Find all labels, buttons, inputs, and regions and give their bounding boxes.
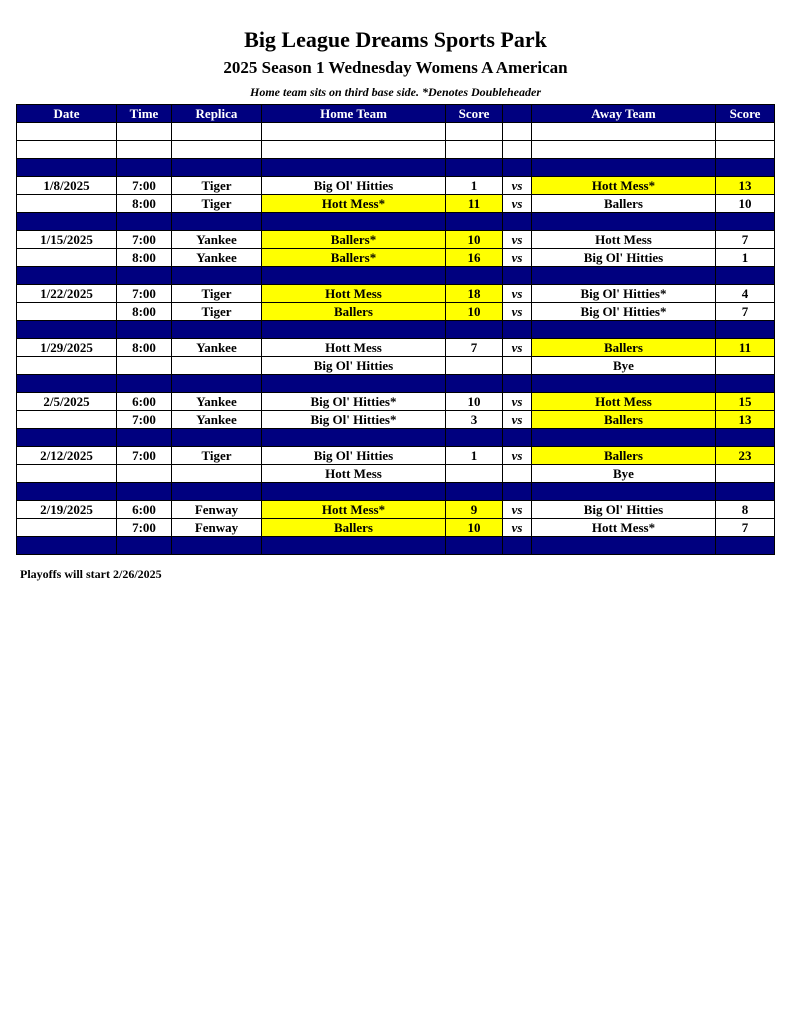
home-team-cell xyxy=(262,159,446,177)
home-team-cell: Hott Mess* xyxy=(262,501,446,519)
date-cell xyxy=(17,321,117,339)
away-score-cell xyxy=(716,357,775,375)
date-cell xyxy=(17,159,117,177)
table-row xyxy=(17,303,775,321)
away-team-cell: Ballers xyxy=(532,447,716,465)
replica-cell: Yankee xyxy=(172,231,262,249)
away-score-cell: 7 xyxy=(716,231,775,249)
vs-cell: vs xyxy=(503,411,532,429)
vs-cell: vs xyxy=(503,519,532,537)
table-row xyxy=(17,447,775,465)
column-header-home-score: Score xyxy=(446,105,503,123)
home-score-cell: 1 xyxy=(446,177,503,195)
away-score-cell xyxy=(716,375,775,393)
away-score-cell: 7 xyxy=(716,303,775,321)
home-team-cell xyxy=(262,375,446,393)
vs-cell xyxy=(503,375,532,393)
home-score-cell xyxy=(446,213,503,231)
home-team-cell: Hott Mess xyxy=(262,339,446,357)
time-cell: 6:00 xyxy=(117,393,172,411)
home-team-cell: Ballers* xyxy=(262,231,446,249)
away-team-cell xyxy=(532,159,716,177)
home-score-cell: 1 xyxy=(446,447,503,465)
home-score-cell xyxy=(446,159,503,177)
time-cell xyxy=(117,213,172,231)
separator-row xyxy=(17,267,775,285)
date-cell xyxy=(17,411,117,429)
home-team-cell: Ballers xyxy=(262,303,446,321)
vs-cell: vs xyxy=(503,195,532,213)
away-team-cell: Bye xyxy=(532,357,716,375)
home-score-cell xyxy=(446,141,503,159)
time-cell: 8:00 xyxy=(117,195,172,213)
vs-cell xyxy=(503,159,532,177)
date-cell xyxy=(17,429,117,447)
home-score-cell xyxy=(446,123,503,141)
separator-row xyxy=(17,429,775,447)
date-cell xyxy=(17,375,117,393)
replica-cell: Yankee xyxy=(172,249,262,267)
away-team-cell: Hott Mess xyxy=(532,231,716,249)
vs-cell xyxy=(503,141,532,159)
table-row xyxy=(17,393,775,411)
away-team-cell xyxy=(532,141,716,159)
time-cell: 7:00 xyxy=(117,519,172,537)
date-cell xyxy=(17,537,117,555)
date-cell xyxy=(17,141,117,159)
home-score-cell xyxy=(446,429,503,447)
separator-row xyxy=(17,321,775,339)
vs-cell xyxy=(503,537,532,555)
away-score-cell xyxy=(716,141,775,159)
time-cell xyxy=(117,465,172,483)
replica-cell: Yankee xyxy=(172,411,262,429)
home-team-cell: Ballers xyxy=(262,519,446,537)
away-score-cell: 13 xyxy=(716,177,775,195)
separator-row xyxy=(17,483,775,501)
replica-cell: Fenway xyxy=(172,519,262,537)
home-score-cell: 16 xyxy=(446,249,503,267)
time-cell xyxy=(117,321,172,339)
away-score-cell xyxy=(716,213,775,231)
home-score-cell: 11 xyxy=(446,195,503,213)
replica-cell xyxy=(172,267,262,285)
away-team-cell: Ballers xyxy=(532,411,716,429)
playoffs-note: Playoffs will start 2/26/2025 xyxy=(20,567,162,581)
table-row xyxy=(17,357,775,375)
away-score-cell: 7 xyxy=(716,519,775,537)
home-score-cell xyxy=(446,357,503,375)
home-score-cell: 10 xyxy=(446,303,503,321)
away-score-cell: 23 xyxy=(716,447,775,465)
page-subtitle: 2025 Season 1 Wednesday Womens A American xyxy=(223,58,568,77)
away-score-cell xyxy=(716,483,775,501)
vs-cell xyxy=(503,465,532,483)
home-score-cell: 10 xyxy=(446,519,503,537)
home-score-cell xyxy=(446,465,503,483)
home-team-cell xyxy=(262,267,446,285)
date-cell: 1/22/2025 xyxy=(17,285,117,303)
replica-cell xyxy=(172,123,262,141)
away-score-cell: 15 xyxy=(716,393,775,411)
away-score-cell xyxy=(716,537,775,555)
home-score-cell xyxy=(446,483,503,501)
away-score-cell xyxy=(716,159,775,177)
time-cell xyxy=(117,537,172,555)
away-team-cell: Big Ol' Hitties xyxy=(532,501,716,519)
vs-cell: vs xyxy=(503,249,532,267)
table-row xyxy=(17,465,775,483)
replica-cell: Yankee xyxy=(172,339,262,357)
column-header-date: Date xyxy=(17,105,117,123)
away-team-cell: Big Ol' Hitties* xyxy=(532,303,716,321)
away-score-cell xyxy=(716,123,775,141)
away-team-cell xyxy=(532,375,716,393)
date-cell xyxy=(17,267,117,285)
away-score-cell xyxy=(716,429,775,447)
time-cell xyxy=(117,123,172,141)
replica-cell xyxy=(172,465,262,483)
replica-cell: Tiger xyxy=(172,447,262,465)
home-score-cell xyxy=(446,321,503,339)
column-header-vs xyxy=(503,105,532,123)
time-cell xyxy=(117,159,172,177)
away-team-cell: Ballers xyxy=(532,195,716,213)
vs-cell xyxy=(503,213,532,231)
replica-cell: Tiger xyxy=(172,177,262,195)
date-cell: 2/19/2025 xyxy=(17,501,117,519)
column-header-away-score: Score xyxy=(716,105,775,123)
vs-cell: vs xyxy=(503,447,532,465)
replica-cell xyxy=(172,141,262,159)
away-score-cell xyxy=(716,321,775,339)
vs-cell xyxy=(503,123,532,141)
date-cell: 1/29/2025 xyxy=(17,339,117,357)
home-team-cell: Hott Mess xyxy=(262,465,446,483)
away-team-cell: Hott Mess* xyxy=(532,177,716,195)
home-team-cell xyxy=(262,123,446,141)
away-score-cell: 11 xyxy=(716,339,775,357)
column-header-away-team: Away Team xyxy=(532,105,716,123)
date-cell xyxy=(17,303,117,321)
home-score-cell: 10 xyxy=(446,393,503,411)
away-team-cell: Hott Mess xyxy=(532,393,716,411)
home-score-cell: 7 xyxy=(446,339,503,357)
table-row xyxy=(17,501,775,519)
home-team-cell xyxy=(262,429,446,447)
time-cell: 6:00 xyxy=(117,501,172,519)
away-score-cell: 1 xyxy=(716,249,775,267)
page-title: Big League Dreams Sports Park xyxy=(244,27,547,52)
away-team-cell xyxy=(532,213,716,231)
vs-cell: vs xyxy=(503,285,532,303)
vs-cell: vs xyxy=(503,501,532,519)
table-row xyxy=(17,249,775,267)
time-cell xyxy=(117,429,172,447)
home-team-cell: Ballers* xyxy=(262,249,446,267)
replica-cell: Yankee xyxy=(172,393,262,411)
time-cell xyxy=(117,357,172,375)
replica-cell xyxy=(172,483,262,501)
away-team-cell: Big Ol' Hitties* xyxy=(532,285,716,303)
date-cell: 1/8/2025 xyxy=(17,177,117,195)
column-header-time: Time xyxy=(117,105,172,123)
time-cell: 8:00 xyxy=(117,339,172,357)
vs-cell xyxy=(503,429,532,447)
replica-cell xyxy=(172,321,262,339)
vs-cell: vs xyxy=(503,231,532,249)
away-score-cell: 10 xyxy=(716,195,775,213)
away-team-cell: Big Ol' Hitties xyxy=(532,249,716,267)
away-score-cell: 8 xyxy=(716,501,775,519)
home-score-cell: 10 xyxy=(446,231,503,249)
time-cell: 8:00 xyxy=(117,249,172,267)
date-cell xyxy=(17,483,117,501)
vs-cell: vs xyxy=(503,177,532,195)
home-team-cell xyxy=(262,483,446,501)
vs-cell xyxy=(503,483,532,501)
away-score-cell: 13 xyxy=(716,411,775,429)
away-score-cell: 4 xyxy=(716,285,775,303)
home-team-cell xyxy=(262,213,446,231)
away-score-cell xyxy=(716,267,775,285)
date-cell xyxy=(17,213,117,231)
time-cell: 7:00 xyxy=(117,177,172,195)
schedule-table xyxy=(16,104,775,555)
table-row xyxy=(17,231,775,249)
away-team-cell xyxy=(532,429,716,447)
home-score-cell xyxy=(446,537,503,555)
vs-cell: vs xyxy=(503,393,532,411)
time-cell: 7:00 xyxy=(117,411,172,429)
vs-cell xyxy=(503,321,532,339)
away-score-cell xyxy=(716,465,775,483)
column-header-replica: Replica xyxy=(172,105,262,123)
time-cell xyxy=(117,483,172,501)
table-row xyxy=(17,519,775,537)
replica-cell xyxy=(172,357,262,375)
time-cell xyxy=(117,141,172,159)
replica-cell xyxy=(172,537,262,555)
table-row xyxy=(17,195,775,213)
away-team-cell xyxy=(532,123,716,141)
date-cell xyxy=(17,519,117,537)
date-cell: 2/5/2025 xyxy=(17,393,117,411)
away-team-cell xyxy=(532,483,716,501)
home-team-cell: Big Ol' Hitties xyxy=(262,357,446,375)
date-cell xyxy=(17,357,117,375)
replica-cell xyxy=(172,159,262,177)
vs-cell xyxy=(503,357,532,375)
home-score-cell xyxy=(446,375,503,393)
date-cell xyxy=(17,249,117,267)
home-team-cell: Big Ol' Hitties xyxy=(262,177,446,195)
away-team-cell: Bye xyxy=(532,465,716,483)
away-team-cell: Hott Mess* xyxy=(532,519,716,537)
replica-cell: Fenway xyxy=(172,501,262,519)
replica-cell xyxy=(172,213,262,231)
replica-cell xyxy=(172,375,262,393)
time-cell xyxy=(117,375,172,393)
home-team-cell: Hott Mess* xyxy=(262,195,446,213)
home-score-cell: 9 xyxy=(446,501,503,519)
blank-row xyxy=(17,141,775,159)
home-team-cell xyxy=(262,537,446,555)
home-score-cell xyxy=(446,267,503,285)
blank-row xyxy=(17,123,775,141)
date-cell: 1/15/2025 xyxy=(17,231,117,249)
table-row xyxy=(17,285,775,303)
replica-cell xyxy=(172,429,262,447)
away-team-cell: Ballers xyxy=(532,339,716,357)
time-cell: 7:00 xyxy=(117,285,172,303)
table-row xyxy=(17,339,775,357)
column-header-home-team: Home Team xyxy=(262,105,446,123)
date-cell xyxy=(17,195,117,213)
home-team-cell: Big Ol' Hitties* xyxy=(262,393,446,411)
home-team-cell xyxy=(262,141,446,159)
away-team-cell xyxy=(532,537,716,555)
time-cell: 7:00 xyxy=(117,231,172,249)
home-team-cell: Big Ol' Hitties* xyxy=(262,411,446,429)
table-header-row xyxy=(17,105,775,123)
separator-row xyxy=(17,159,775,177)
table-row xyxy=(17,411,775,429)
vs-cell: vs xyxy=(503,303,532,321)
schedule-note: Home team sits on third base side. *Denotes Doubleheader xyxy=(250,85,541,99)
table-row xyxy=(17,177,775,195)
home-team-cell: Big Ol' Hitties xyxy=(262,447,446,465)
time-cell: 7:00 xyxy=(117,447,172,465)
away-team-cell xyxy=(532,321,716,339)
home-team-cell xyxy=(262,321,446,339)
date-cell xyxy=(17,465,117,483)
home-score-cell: 18 xyxy=(446,285,503,303)
home-score-cell: 3 xyxy=(446,411,503,429)
separator-row xyxy=(17,213,775,231)
replica-cell: Tiger xyxy=(172,195,262,213)
separator-row xyxy=(17,537,775,555)
replica-cell: Tiger xyxy=(172,285,262,303)
away-team-cell xyxy=(532,267,716,285)
date-cell xyxy=(17,123,117,141)
replica-cell: Tiger xyxy=(172,303,262,321)
time-cell xyxy=(117,267,172,285)
date-cell: 2/12/2025 xyxy=(17,447,117,465)
separator-row xyxy=(17,375,775,393)
time-cell: 8:00 xyxy=(117,303,172,321)
vs-cell xyxy=(503,267,532,285)
home-team-cell: Hott Mess xyxy=(262,285,446,303)
schedule-body xyxy=(17,123,775,555)
vs-cell: vs xyxy=(503,339,532,357)
